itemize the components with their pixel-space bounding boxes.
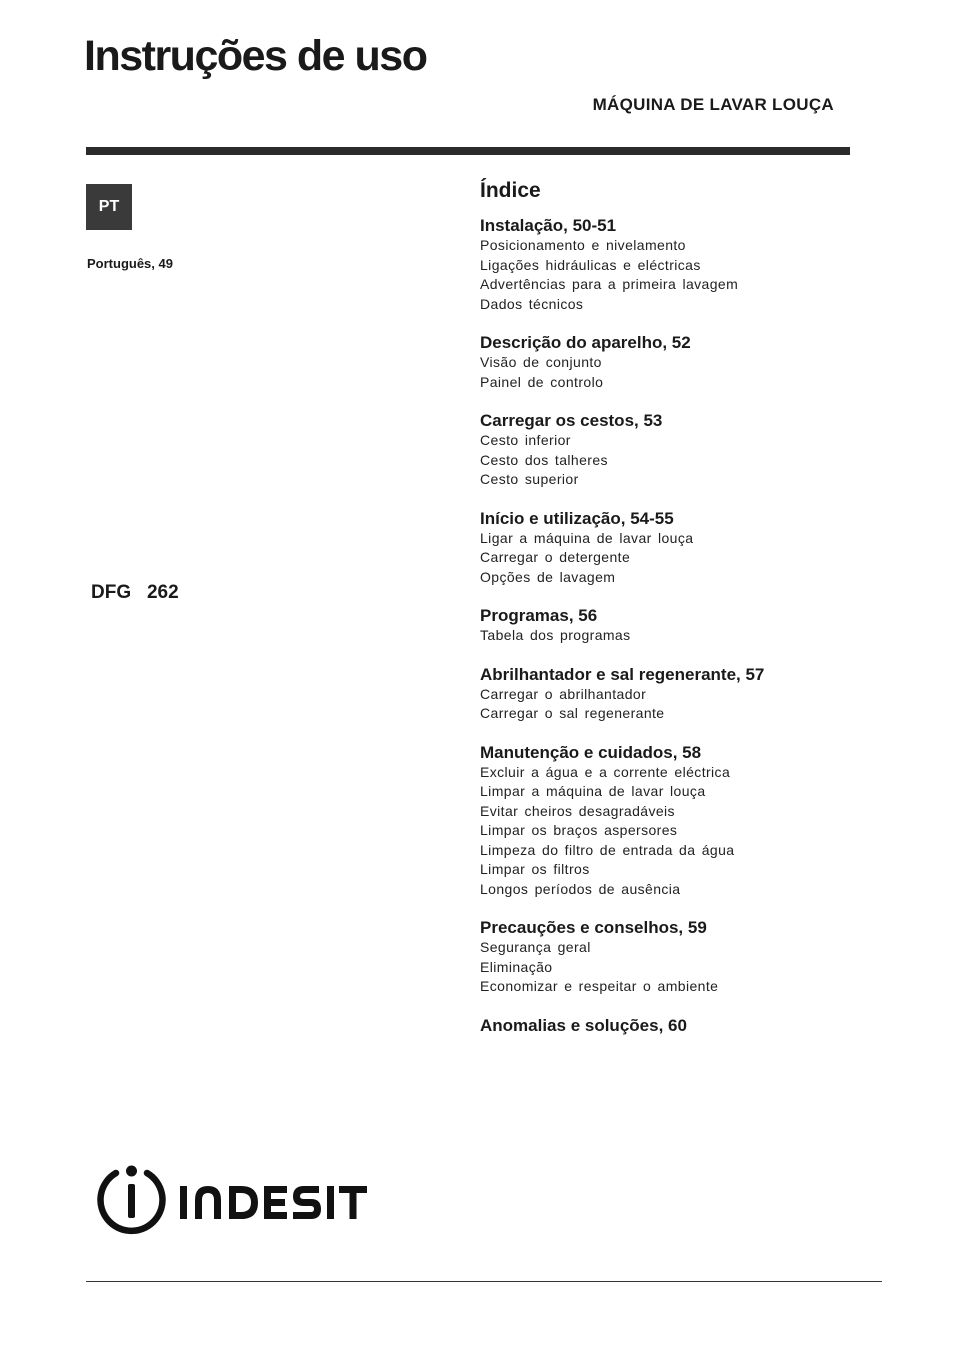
section-item: Cesto dos talheres	[480, 451, 608, 468]
page-title: Instruções de uso	[84, 32, 427, 80]
index-section	[480, 410, 880, 490]
section-item: Limpar a máquina de lavar louça	[480, 783, 706, 799]
section-item: Advertências para a primeira lavagem	[480, 276, 739, 292]
section-item: Longos períodos de ausência	[480, 880, 681, 897]
index-section	[480, 215, 880, 314]
section-item: Carregar o sal regenerante	[480, 705, 665, 721]
section-heading: Manutenção e cuidados, 58	[480, 742, 702, 762]
section-item: Excluir a água e a corrente eléctrica	[480, 763, 731, 780]
section-item: Limpar os filtros	[480, 861, 590, 877]
section-heading: Início e utilização, 54-55	[480, 508, 674, 528]
product-type: MÁQUINA DE LAVAR LOUÇA	[592, 95, 834, 114]
index-section	[480, 664, 880, 724]
language-entry: Português, 49	[87, 256, 173, 271]
indesit-logo	[95, 1162, 375, 1236]
section-item: Carregar o detergente	[480, 549, 631, 565]
section-item: Ligações hidráulicas e eléctricas	[480, 256, 701, 273]
index-section	[480, 332, 880, 392]
section-item: Limpeza do filtro de entrada da água	[480, 841, 735, 858]
section-item: Limpar os braços aspersores	[480, 822, 678, 838]
power-i-icon	[101, 1166, 163, 1231]
section-item: Evitar cheiros desagradáveis	[480, 802, 675, 819]
table-of-contents	[480, 178, 880, 1054]
section-item: Carregar o abrilhantador	[480, 685, 647, 702]
index-section	[480, 508, 880, 588]
footer-divider	[86, 1281, 882, 1282]
section-item: Opções de lavagem	[480, 568, 616, 585]
section-heading: Precauções e conselhos, 59	[480, 918, 707, 937]
index-sections	[480, 215, 880, 1036]
index-section	[480, 605, 880, 646]
section-item: Eliminação	[480, 958, 553, 975]
section-item: Segurança geral	[480, 939, 591, 955]
section-item: Economizar e respeitar o ambiente	[480, 978, 719, 994]
section-item: Painel de controlo	[480, 373, 604, 390]
section-heading: Anomalias e soluções, 60	[480, 1015, 687, 1035]
section-item: Tabela dos programas	[480, 627, 631, 643]
section-heading: Instalação, 50-51	[480, 216, 617, 235]
section-item: Visão de conjunto	[480, 354, 602, 370]
index-title: Índice	[480, 179, 541, 202]
language-badge: PT	[86, 184, 132, 230]
section-item: Posicionamento e nivelamento	[480, 237, 686, 253]
header-divider	[86, 147, 850, 155]
section-heading: Abrilhantador e sal regenerante, 57	[480, 664, 765, 684]
section-item: Cesto inferior	[480, 432, 571, 448]
section-item: Cesto superior	[480, 471, 579, 487]
section-heading: Descrição do aparelho, 52	[480, 333, 691, 352]
section-item: Dados técnicos	[480, 295, 584, 312]
logo-wordmark	[180, 1186, 367, 1219]
section-heading: Carregar os cestos, 53	[480, 411, 663, 430]
index-section	[480, 917, 880, 997]
index-section	[480, 742, 880, 900]
model-number: DFG 262	[91, 582, 179, 603]
section-item: Ligar a máquina de lavar louça	[480, 529, 694, 546]
section-heading: Programas, 56	[480, 606, 598, 625]
index-section	[480, 1015, 880, 1036]
